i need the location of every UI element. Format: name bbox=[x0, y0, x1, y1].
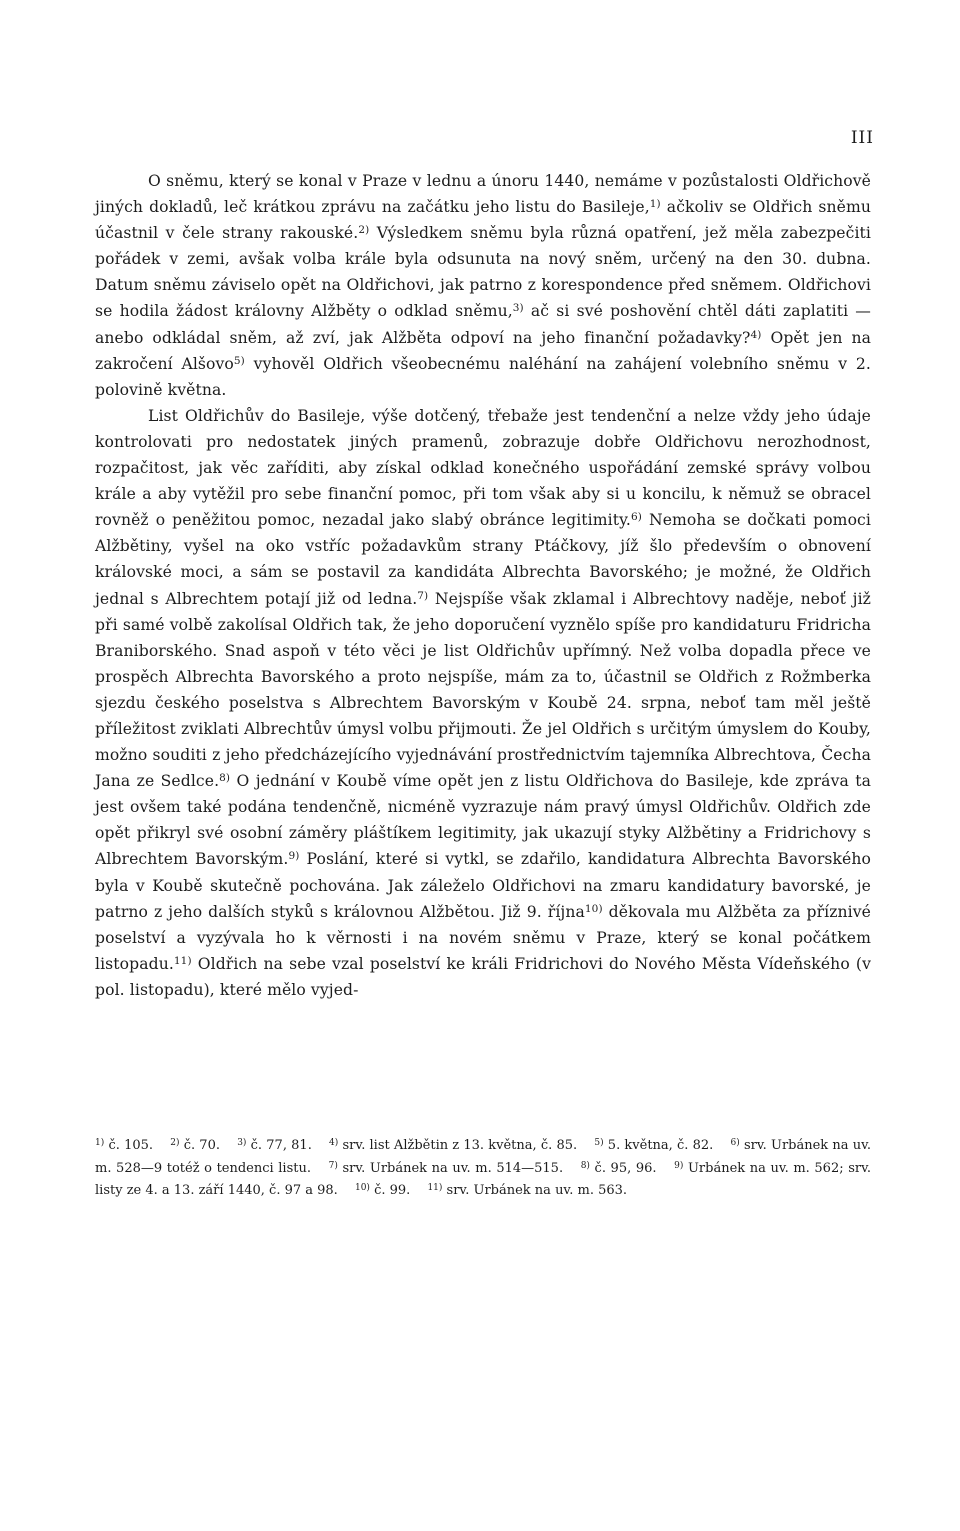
footnote-text: č. 95, 96. bbox=[589, 1160, 657, 1176]
paragraph bbox=[95, 403, 871, 1003]
footnote-text: srv. Urbánek na uv. m. 563. bbox=[442, 1183, 628, 1198]
footnote-reference: 6) bbox=[630, 511, 642, 524]
footnote bbox=[329, 1161, 563, 1176]
footnote-reference: 10) bbox=[584, 902, 603, 915]
text-run: Výsledkem sněmu byla různá opatření, jež měla zabezpečiti pořádek v zemi, avšak volba krále byla odsunuta na nový sněm, určený na den 30. dubna. Datum sněmu záviselo opět na Oldřichovi, jak patrno z korespondence před sněmem. Oldřichovi se hodila žádost královny Alžběty o odklad sněmu, bbox=[95, 224, 871, 321]
page-number: III bbox=[850, 128, 874, 148]
footnote-text: 5. května, č. 82. bbox=[603, 1138, 714, 1153]
footnote-mark: 11) bbox=[427, 1183, 443, 1193]
text-run: Poslání, které si vytkl, se zdařilo, kandidatura Albrechta Bavorského byla v Koubě skutečně pochována. Jak záleželo Oldřichovi na zmaru kandidatury bavorské, je patrno z jeho dalších styků s královnou Alžbětou. Již 9. října bbox=[95, 850, 871, 921]
footnote-mark: 4) bbox=[329, 1138, 339, 1148]
footnote bbox=[581, 1161, 657, 1176]
footnote-mark: 3) bbox=[237, 1138, 247, 1148]
footnote-reference: 5) bbox=[233, 354, 245, 367]
text-run: Opět jen na zakročení Alšovo bbox=[95, 328, 871, 373]
text-run: Nejspíše však zklamal i Albrechtovy naděje, neboť již při samé volbě zakolísal Oldřich tak, že jeho doporučení vyznělo spíše pro kandidaturu Fridricha Braniborského. Snad aspoň v této věci je list Oldřichův upřímný. Než volba dopadla přece ve prospěch Albrechta Bavorského a proto nejspíše, mám za to, účastnil se Oldřich z Rožmberka sjezdu českého poselstva s Albrechtem Bavorským v Koubě 24. srpna, neboť tam měl ještě příležitost zviklati Albrechtův úmysl volbu přijmouti. Že jel Oldřich s určitým úmyslem do Kouby, možno souditi z jeho předcházejícího vyjednávání prostřednictvím tajemníka Albrechtova, Čecha Jana ze Sedlce. bbox=[95, 589, 871, 791]
footnote-mark: 5) bbox=[594, 1138, 604, 1148]
text-run: děkovala mu Alžběta za příznivé poselství a vyzývala ho k věrnosti i na novém sněmu v Praze, který se konal počátkem listopadu. bbox=[95, 902, 872, 973]
footnote bbox=[95, 1138, 153, 1153]
text-run: List Oldřichův do Basileje, výše dotčený, třebaže jest tendenční a nelze vždy jeho údaje kontrolovati pro nedostatek jiných pramenů, zobrazuje dobře Oldřichovu nerozhodnost, rozpačitost, jak věc zaříditi, aby získal odklad konečného uspořádání zemské správy volbou krále a aby vytěžil pro sebe finanční pomoc, při tom však aby si u koncilu, k němuž se obracel rovněž o peněžitou pomoc, nezadal jako slabý obránce legitimity. bbox=[95, 406, 871, 530]
footnote bbox=[355, 1183, 410, 1198]
footnotes bbox=[95, 1135, 871, 1203]
footnote-text: č. 77, 81. bbox=[246, 1138, 312, 1153]
paragraph bbox=[95, 168, 871, 403]
footnote-reference: 11) bbox=[173, 954, 192, 967]
footnote-reference: 1) bbox=[649, 198, 661, 211]
footnote-mark: 2) bbox=[170, 1138, 180, 1148]
footnote-mark: 8) bbox=[580, 1160, 590, 1171]
footnote-text: srv. list Alžbětin z 13. května, č. 85. bbox=[338, 1138, 578, 1153]
footnote-mark: 7) bbox=[328, 1160, 338, 1171]
footnote bbox=[237, 1138, 312, 1153]
footnote-mark: 9) bbox=[674, 1160, 684, 1171]
footnote-reference: 8) bbox=[219, 772, 231, 785]
footnote-mark: 1) bbox=[95, 1138, 105, 1148]
footnote-reference: 2) bbox=[358, 224, 370, 237]
footnote bbox=[427, 1183, 627, 1198]
text-run: O jednání v Koubě víme opět jen z listu Oldřichova do Basileje, kde zpráva ta jest ovšem také podána tendenčně, nicméně vyzrazuje nám pravý úmysl Oldřichův. Oldřich zde opět přikryl své osobní záměry pláštíkem legitimity, jak ukazují styky Alžbětiny a Fridrichovy s Albrechtem Bavorským. bbox=[95, 772, 871, 869]
text-run: vyhověl Oldřich všeobecnému naléhání na zahájení volebního sněmu v 2. polovině května. bbox=[95, 354, 871, 399]
text-run: ačkoliv se Oldřich sněmu účastnil v čele strany rakouské. bbox=[95, 198, 871, 243]
footnote-reference: 4) bbox=[750, 328, 762, 341]
footnote bbox=[329, 1138, 577, 1153]
text-run: Oldřich na sebe vzal poselství ke králi Fridrichovi do Nového Města Vídeňského (v pol. listopadu), které mělo vyjed- bbox=[95, 954, 871, 999]
footnote-text: srv. Urbánek na uv. m. 514—515. bbox=[337, 1160, 564, 1176]
text-run: Nemoha se dočkati pomoci Alžbětiny, vyšel na oko vstříc požadavkům strany Ptáčkovy, jíž šlo především o obnovení královské moci, a sám se postavil za kandidáta Albrechta Bavorského; je možné, že Oldřich jednal s Albrechtem potají již od ledna. bbox=[95, 511, 871, 608]
footnote bbox=[594, 1138, 713, 1153]
footnote-text: č. 99. bbox=[369, 1183, 411, 1198]
footnote-text: Urbánek na uv. m. 562; srv. listy ze 4. a 13. září 1440, č. 97 a 98. bbox=[95, 1160, 872, 1198]
footnote-text: č. 105. bbox=[104, 1138, 154, 1153]
footnote-mark: 10) bbox=[354, 1183, 370, 1193]
footnote-reference: 7) bbox=[417, 589, 429, 602]
footnote-text: č. 70. bbox=[179, 1138, 220, 1153]
body-text bbox=[95, 168, 871, 1003]
footnote-text: srv. Urbánek na uv. m. 528—9 totéž o tendenci listu. bbox=[95, 1138, 872, 1176]
footnote bbox=[170, 1138, 220, 1153]
footnote-mark: 6) bbox=[730, 1138, 740, 1148]
text-run: ač si své poshovění chtěl dáti zaplatiti — anebo odkládal sněm, až zví, jak Alžběta odpoví na jeho finanční požadavky? bbox=[95, 302, 871, 347]
footnote-reference: 3) bbox=[512, 302, 524, 315]
text-run: O sněmu, který se konal v Praze v lednu a únoru 1440, nemáme v pozůstalosti Oldřichově jiných dokladů, leč krátkou zprávu na začátku jeho listu do Basileje, bbox=[95, 172, 871, 217]
footnote-reference: 9) bbox=[288, 850, 300, 863]
